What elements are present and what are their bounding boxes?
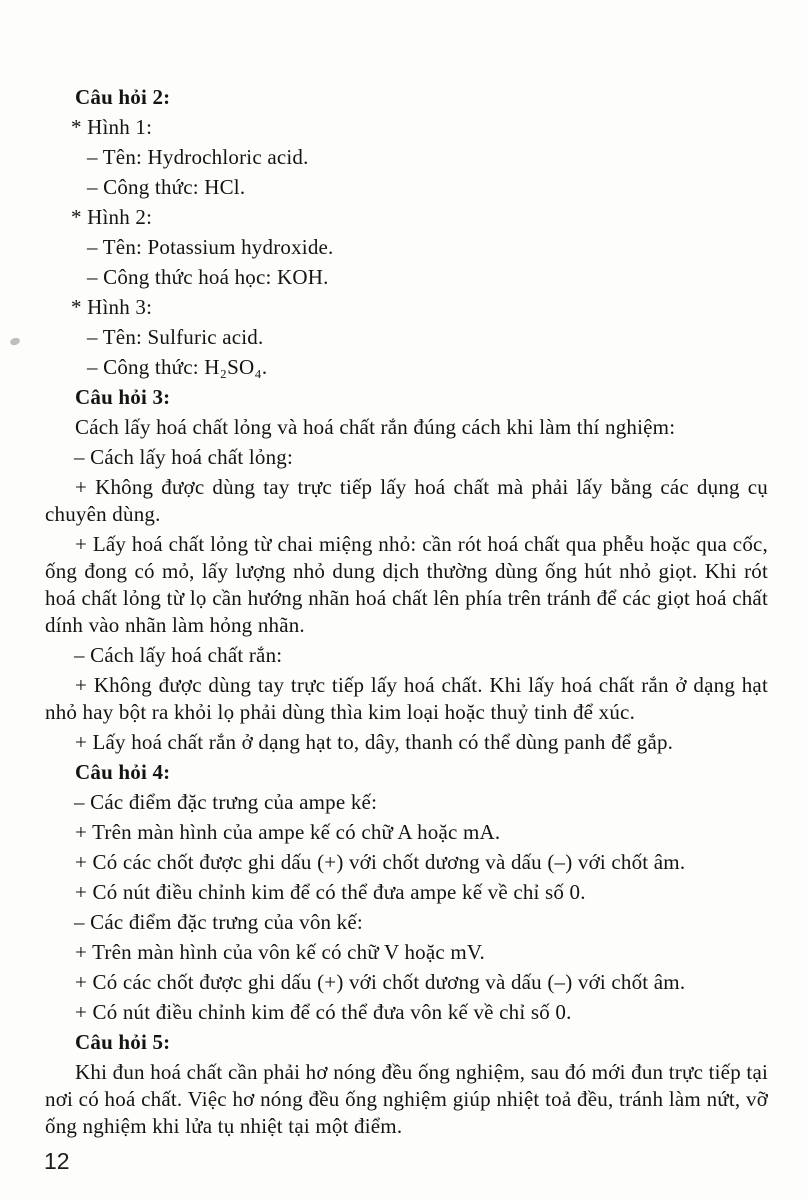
liquid-method-label: – Cách lấy hoá chất lỏng: [74, 445, 294, 469]
ammeter-feature-2: + Có các chốt được ghi dấu (+) với chốt dương và dấu (–) với chốt âm. [75, 850, 686, 874]
question-heading-2: Câu hỏi 2: [75, 85, 171, 109]
ammeter-label: – Các điểm đặc trưng của ampe kế: [74, 790, 378, 814]
figure-3-name: – Tên: Sulfuric acid. [87, 325, 264, 349]
question-heading-4: Câu hỏi 4: [75, 760, 171, 784]
solid-rule-1: + Không được dùng tay trực tiếp lấy hoá chất. Khi lấy hoá chất rắn ở dạng hạt nhỏ hay bột ra khỏi lọ phải dùng thìa kim loại hoặc thuỷ tinh để xúc. [45, 673, 768, 724]
page-number: 12 [44, 1148, 70, 1174]
voltmeter-feature-1: + Trên màn hình của vôn kế có chữ V hoặc mV. [75, 940, 485, 964]
figure-item-2: * Hình 2: [71, 205, 153, 229]
voltmeter-label: – Các điểm đặc trưng của vôn kế: [74, 910, 363, 934]
figure-2-formula: – Công thức hoá học: KOH. [87, 265, 329, 289]
ammeter-feature-3: + Có nút điều chỉnh kim để có thể đưa ampe kế về chỉ số 0. [75, 880, 586, 904]
figure-1-name: – Tên: Hydrochloric acid. [87, 145, 309, 169]
figure-3-formula: – Công thức: H₂SO₄. [87, 355, 268, 379]
solid-rule-2: + Lấy hoá chất rắn ở dạng hạt to, dây, thanh có thể dùng panh để gắp. [75, 730, 674, 754]
voltmeter-feature-2: + Có các chốt được ghi dấu (+) với chốt dương và dấu (–) với chốt âm. [75, 970, 686, 994]
solid-method-label: – Cách lấy hoá chất rắn: [74, 643, 283, 667]
answer-3-intro: Cách lấy hoá chất lỏng và hoá chất rắn đúng cách khi làm thí nghiệm: [75, 415, 676, 439]
liquid-rule-2: + Lấy hoá chất lỏng từ chai miệng nhỏ: cần rót hoá chất qua phễu hoặc qua cốc, ống đong có mỏ, lấy lượng nhỏ dung dịch thường dùng ống hút nhỏ giọt. Khi rót hoá chất lỏng từ lọ cần hướng nhãn hoá chất lên phía trên tránh để các giọt hoá chất dính vào nhãn làm hỏng nhãn. [45, 532, 768, 637]
figure-item-3: * Hình 3: [71, 295, 153, 319]
voltmeter-feature-3: + Có nút điều chỉnh kim để có thể đưa vôn kế về chỉ số 0. [75, 1000, 572, 1024]
answer-5-paragraph: Khi đun hoá chất cần phải hơ nóng đều ống nghiệm, sau đó mới đun trực tiếp tại nơi có hoá chất. Việc hơ nóng đều ống nghiệm giúp nhiệt toả đều, tránh làm nứt, vỡ ống nghiệm khi lửa tụ nhiệt tại một điểm. [45, 1060, 768, 1138]
question-heading-5: Câu hỏi 5: [75, 1030, 171, 1054]
answer-text-block [45, 84, 768, 1143]
figure-1-formula: – Công thức: HCl. [87, 175, 246, 199]
scan-artifact-dot [9, 337, 21, 347]
ammeter-feature-1: + Trên màn hình của ampe kế có chữ A hoặc mA. [75, 820, 501, 844]
figure-item-1: * Hình 1: [71, 115, 153, 139]
liquid-rule-1: + Không được dùng tay trực tiếp lấy hoá chất mà phải lấy bằng các dụng cụ chuyên dùng. [45, 475, 768, 526]
question-heading-3: Câu hỏi 3: [75, 385, 171, 409]
figure-2-name: – Tên: Potassium hydroxide. [87, 235, 334, 259]
